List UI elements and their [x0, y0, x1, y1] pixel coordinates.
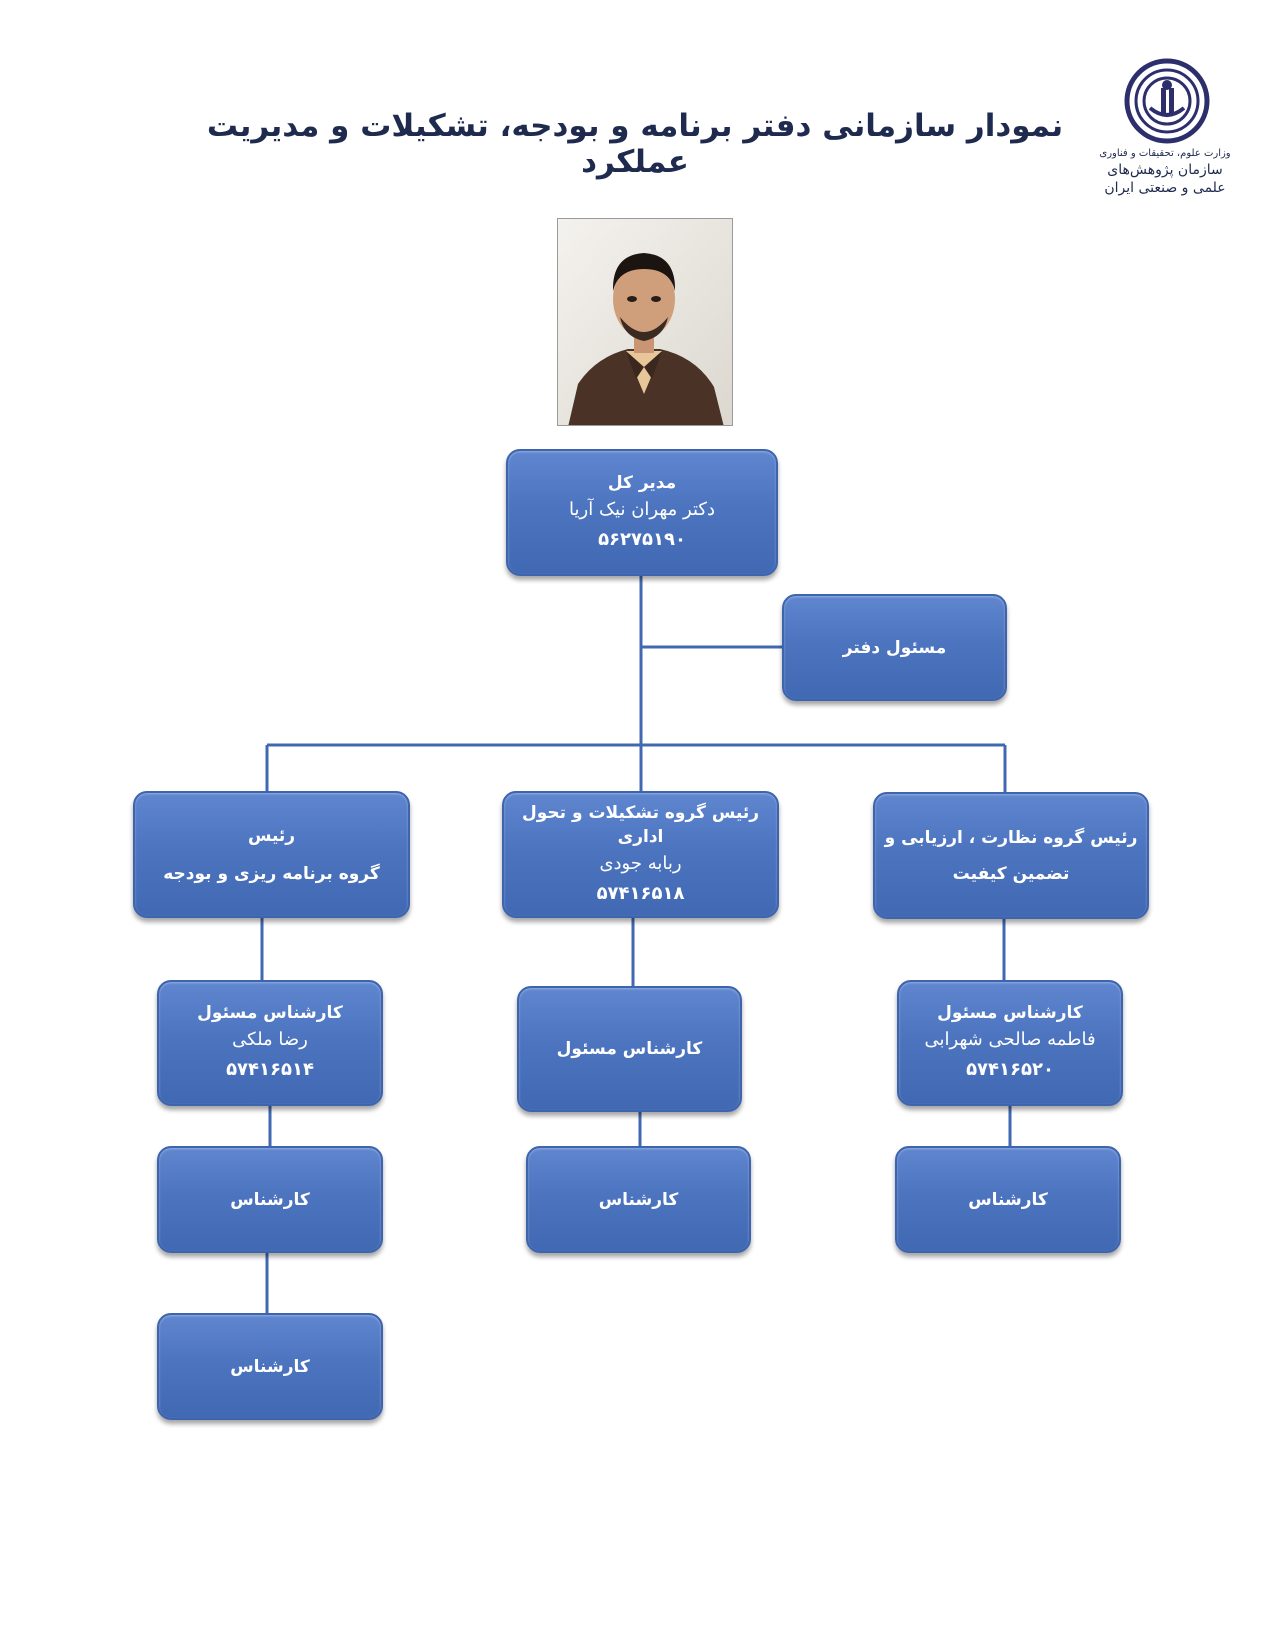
head-right-role-line2: تضمین کیفیت [952, 863, 1070, 884]
senior-right-role: کارشناس مسئول [937, 1003, 1083, 1023]
expert-left-2-role: کارشناس [230, 1356, 310, 1377]
senior-left-role: کارشناس مسئول [197, 1003, 343, 1023]
director-role: مدیر کل [607, 472, 677, 493]
head-center-phone: ۵۷۴۱۶۵۱۸ [596, 882, 685, 904]
expert-left-1-role: کارشناس [230, 1189, 310, 1210]
senior-center-role: کارشناس مسئول [556, 1039, 703, 1059]
head-organization-box [502, 791, 779, 918]
page-title: نمودار سازمانی دفتر برنامه و بودجه، تشکیلات و مدیریت عملکرد [206, 108, 1064, 180]
expert-left-2-box [157, 1313, 383, 1420]
senior-expert-right-box [897, 980, 1123, 1106]
logo-org-text-2: علمی و صنعتی ایران [1104, 180, 1226, 196]
expert-center-role: کارشناس [598, 1189, 679, 1210]
head-center-name: ربابه جودی [599, 852, 682, 874]
logo-ministry-text: وزارت علوم، تحقیقات و فناوری [1099, 148, 1231, 159]
director-box [506, 449, 778, 576]
logo-org-text: سازمان پژوهش‌های [1107, 162, 1223, 178]
senior-expert-center-box [517, 986, 742, 1112]
head-supervision-box [873, 792, 1149, 919]
expert-right-role: کارشناس [968, 1189, 1048, 1210]
head-left-role-line1: رئیس [247, 825, 296, 846]
senior-right-phone: ۵۷۴۱۶۵۲۰ [966, 1059, 1054, 1080]
director-name: دکتر مهران نیک آریا [569, 498, 715, 520]
senior-right-name: فاطمه صالحی شهرابی [924, 1029, 1096, 1050]
expert-center-box [526, 1146, 751, 1253]
expert-left-1-box [157, 1146, 383, 1253]
head-planning-budget-box [133, 791, 410, 918]
head-left-role-line2: گروه برنامه ریزی و بودجه [163, 863, 380, 884]
director-phone: ۵۶۲۷۵۱۹۰ [598, 528, 686, 550]
head-right-role-line1: رئیس گروه نظارت ، ارزیابی و [884, 827, 1138, 848]
office-manager-role: مسئول دفتر [842, 637, 947, 658]
office-manager-box [782, 594, 1007, 701]
senior-left-name: رضا ملکی [232, 1029, 308, 1050]
expert-right-box [895, 1146, 1121, 1253]
senior-expert-left-box [157, 980, 383, 1106]
head-center-role: رئیس گروه تشکیلات و تحول اداری [522, 802, 759, 847]
senior-left-phone: ۵۷۴۱۶۵۱۴ [226, 1059, 314, 1080]
